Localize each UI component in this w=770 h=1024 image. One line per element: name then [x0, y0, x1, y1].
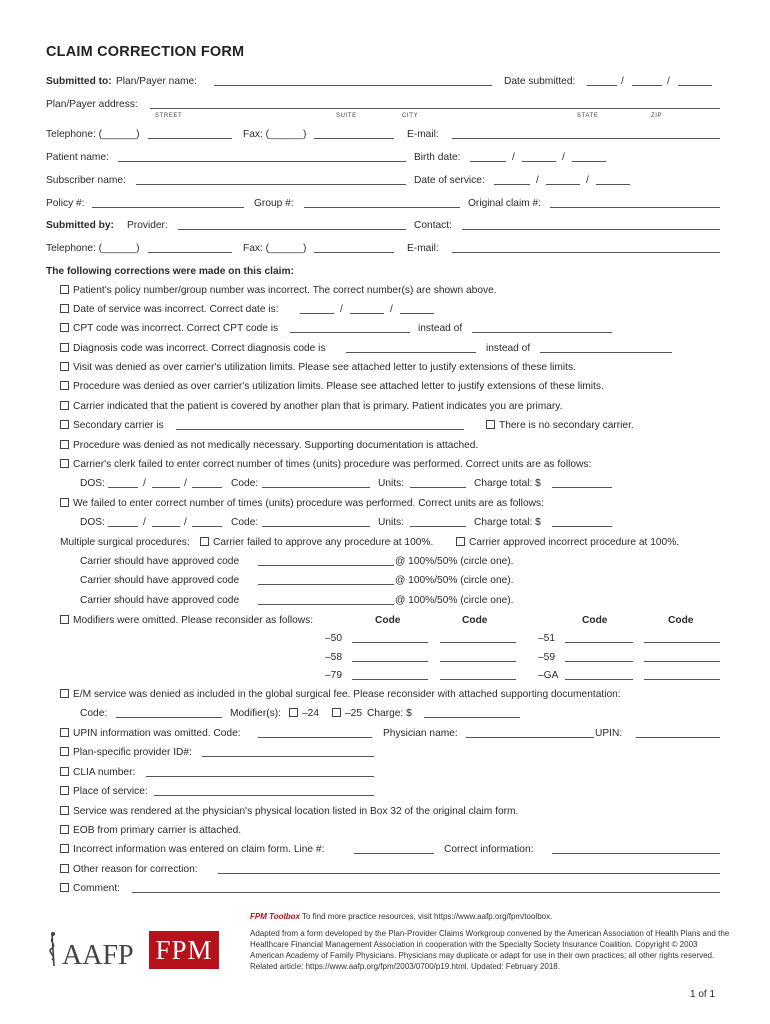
- date-slash: /: [340, 304, 343, 315]
- clerk-failed-text: Carrier's clerk failed to enter correct number of times (units) procedure was performed. Correct units are as follows:: [73, 459, 592, 470]
- units-field[interactable]: [410, 477, 466, 488]
- item-secondary-carrier: [0, 419, 770, 433]
- modifier-79-label: –79: [325, 670, 342, 681]
- circle-one-text: @ 100%/50% (circle one).: [395, 575, 514, 586]
- adapted-paragraph: Adapted from a form developed by the Plan-Provider Claims Workgroup convened by the American Association of Health Plans and the Healthcare Financial Management Association in cooperation with the Specialty Society Insurance Coalition. Copyright © 2003 American Academy of Family Physicians. Physicians may duplicate or adapt for use in their own practices; all other rights reserved. Related article: https://www.aafp.org/fpm/2003/0700/p19.html. Updated: February 2018.: [250, 929, 730, 971]
- group-field[interactable]: [304, 197, 460, 208]
- incorrect-info-checkbox[interactable]: [60, 844, 69, 853]
- charge-total-label: Charge total: $: [474, 517, 541, 528]
- birth-date-day-field[interactable]: [522, 151, 556, 162]
- item-comment: [0, 882, 770, 896]
- caption-suite: SUITE: [336, 113, 357, 119]
- carrier-other-plan-text: Carrier indicated that the patient is covered by another plan that is primary. Patient indicates you are primary.: [73, 401, 563, 412]
- correct-date-day-field[interactable]: [350, 303, 384, 314]
- policy-label: Policy #:: [46, 198, 85, 209]
- modifiers-omitted-text: Modifiers were omitted. Please reconsider as follows:: [73, 615, 314, 626]
- item-eob: [0, 824, 770, 838]
- email-label: E-mail:: [407, 243, 439, 254]
- date-submitted-label: Date submitted:: [504, 76, 576, 87]
- patient-name-label: Patient name:: [46, 152, 109, 163]
- other-reason-checkbox[interactable]: [60, 864, 69, 873]
- place-of-service-field[interactable]: [154, 785, 374, 796]
- item-we-failed: [0, 497, 770, 511]
- fax-label: Fax: (______): [243, 129, 307, 140]
- item-place-of-service: [0, 785, 770, 799]
- page-number: 1 of 1: [690, 989, 716, 1000]
- modifier-50-code-b-field[interactable]: [440, 632, 516, 643]
- email-field[interactable]: [452, 242, 720, 253]
- telephone-label: Telephone: (______): [46, 129, 140, 140]
- policy-incorrect-checkbox[interactable]: [60, 285, 69, 294]
- carrier-should-label: Carrier should have approved code: [80, 575, 240, 586]
- modifier-51-code-a-field[interactable]: [565, 632, 633, 643]
- item-modifiers-omitted: [0, 614, 770, 628]
- carrier-should-label: Carrier should have approved code: [80, 595, 240, 606]
- cpt-instead-of-field[interactable]: [472, 322, 612, 333]
- units-label: Units:: [378, 478, 405, 489]
- units-code-field[interactable]: [262, 516, 370, 527]
- plan-provider-id-text: Plan-specific provider ID#:: [73, 747, 192, 758]
- birth-date-month-field[interactable]: [470, 151, 506, 162]
- comment-text: Comment:: [73, 883, 120, 894]
- item-incorrect-info: [0, 843, 770, 857]
- procedure-denied-util-checkbox[interactable]: [60, 381, 69, 390]
- submitted-to-label: Submitted to:: [46, 76, 112, 87]
- row-policy: [0, 197, 770, 211]
- item-diagnosis-incorrect: [0, 342, 770, 356]
- place-of-service-checkbox[interactable]: [60, 786, 69, 795]
- approved-code-field-2[interactable]: [258, 574, 394, 585]
- fpm-toolbox-label: FPM Toolbox: [250, 912, 300, 921]
- correct-info-field[interactable]: [552, 843, 720, 854]
- telephone-label: Telephone: (______): [46, 243, 140, 254]
- carrier-approved-incorrect-text: Carrier approved incorrect procedure at 100%.: [469, 537, 680, 548]
- instead-of-label: instead of: [418, 323, 463, 334]
- row-modifier-50-51: [0, 632, 770, 646]
- toolbox-paragraph: [250, 911, 730, 922]
- contact-field[interactable]: [462, 219, 720, 230]
- clia-field[interactable]: [146, 766, 374, 777]
- diagnosis-incorrect-checkbox[interactable]: [60, 343, 69, 352]
- patient-name-field[interactable]: [118, 151, 406, 162]
- units-field[interactable]: [410, 516, 466, 527]
- caption-city: CITY: [402, 113, 419, 119]
- modifier-51-code-b-field[interactable]: [644, 632, 720, 643]
- box32-checkbox[interactable]: [60, 806, 69, 815]
- charge-total-label: Charge total: $: [474, 478, 541, 489]
- row-modifier-58-59: [0, 651, 770, 665]
- secondary-carrier-field[interactable]: [176, 419, 464, 430]
- eob-text: EOB from primary carrier is attached.: [73, 825, 242, 836]
- carrier-should-label: Carrier should have approved code: [80, 556, 240, 567]
- no-secondary-text: There is no secondary carrier.: [499, 420, 634, 431]
- modifier-ga-code-a-field[interactable]: [565, 669, 633, 680]
- code-label: Code:: [231, 478, 259, 489]
- eob-checkbox[interactable]: [60, 825, 69, 834]
- em-denied-text: E/M service was denied as included in the global surgical fee. Please reconsider with attached supporting documentation:: [73, 689, 621, 700]
- visit-denied-text: Visit was denied as over carrier's utilization limits. Please see attached letter to justify extensions of these limits.: [73, 362, 576, 373]
- code-column-header: Code: [375, 615, 401, 626]
- corrections-heading-row: [0, 265, 770, 279]
- modifiers-omitted-checkbox[interactable]: [60, 615, 69, 624]
- caption-zip: ZIP: [651, 113, 663, 119]
- item-carrier-other-plan: [0, 400, 770, 414]
- circle-one-text: @ 100%/50% (circle one).: [395, 556, 514, 567]
- modifier-50-code-a-field[interactable]: [352, 632, 428, 643]
- other-reason-text: Other reason for correction:: [73, 864, 198, 875]
- carrier-failed-approve-text: Carrier failed to approve any procedure at 100%.: [213, 537, 434, 548]
- date-slash: /: [586, 175, 589, 186]
- visit-denied-checkbox[interactable]: [60, 362, 69, 371]
- modifiers-label: Modifier(s):: [230, 708, 281, 719]
- dos-day-field[interactable]: [546, 174, 580, 185]
- place-of-service-text: Place of service:: [73, 786, 148, 797]
- units-dos-month-field[interactable]: [108, 477, 138, 488]
- charge-total-field[interactable]: [552, 477, 612, 488]
- item-upin-omitted: [0, 727, 770, 741]
- not-necessary-checkbox[interactable]: [60, 440, 69, 449]
- diagnosis-instead-of-field[interactable]: [540, 342, 672, 353]
- row-em-details: [0, 707, 770, 721]
- correct-date-month-field[interactable]: [300, 303, 334, 314]
- correct-diagnosis-field[interactable]: [346, 342, 476, 353]
- original-claim-label: Original claim #:: [468, 198, 542, 209]
- no-secondary-checkbox[interactable]: [486, 420, 495, 429]
- telephone-field[interactable]: [148, 128, 232, 139]
- row-submitted-by: [0, 219, 770, 233]
- secondary-carrier-checkbox[interactable]: [60, 420, 69, 429]
- upin-omitted-checkbox[interactable]: [60, 728, 69, 737]
- address-captions: [0, 105, 770, 119]
- row-we-units: [0, 516, 770, 530]
- modifier-79-code-a-field[interactable]: [352, 669, 428, 680]
- units-label: Units:: [378, 517, 405, 528]
- caption-street: STREET: [155, 113, 183, 119]
- multiple-surgical-label: Multiple surgical procedures:: [60, 537, 190, 548]
- aafp-logo-text: AAFP: [62, 940, 134, 970]
- provider-field[interactable]: [178, 219, 406, 230]
- carrier-approved-incorrect-checkbox[interactable]: [456, 537, 465, 546]
- modifier-25-checkbox[interactable]: [332, 708, 341, 717]
- form-title: CLAIM CORRECTION FORM: [46, 44, 245, 60]
- date-slash: /: [562, 152, 565, 163]
- contact-label: Contact:: [414, 220, 452, 231]
- item-box32: [0, 805, 770, 819]
- item-policy-incorrect: [0, 284, 770, 298]
- modifier-24-checkbox[interactable]: [289, 708, 298, 717]
- email-label: E-mail:: [407, 129, 439, 140]
- original-claim-field[interactable]: [550, 197, 720, 208]
- date-slash: /: [184, 478, 187, 489]
- date-slash: /: [512, 152, 515, 163]
- cpt-incorrect-checkbox[interactable]: [60, 323, 69, 332]
- date-submitted-year-field[interactable]: [678, 75, 712, 86]
- fpm-logo: FPM: [149, 931, 219, 969]
- dos-label: DOS:: [80, 517, 105, 528]
- units-dos-year-field[interactable]: [192, 516, 222, 527]
- modifier-24-label: –24: [302, 708, 319, 719]
- subscriber-name-field[interactable]: [136, 174, 406, 185]
- fpm-toolbox-text[interactable]: To find more practice resources, visit https://www.aafp.org/fpm/toolbox.: [299, 912, 553, 921]
- date-slash: /: [667, 76, 670, 87]
- correct-date-year-field[interactable]: [400, 303, 434, 314]
- item-clerk-failed: [0, 458, 770, 472]
- carrier-failed-approve-checkbox[interactable]: [200, 537, 209, 546]
- procedure-denied-util-text: Procedure was denied as over carrier's utilization limits. Please see attached letter to justify extensions of these limits.: [73, 381, 604, 392]
- plan-payer-address-label: Plan/Payer address:: [46, 99, 138, 110]
- item-dos-incorrect: [0, 303, 770, 317]
- instead-of-label: instead of: [486, 343, 531, 354]
- row-subscriber: [0, 174, 770, 188]
- physician-name-field[interactable]: [466, 727, 594, 738]
- item-cpt-incorrect: [0, 322, 770, 336]
- modifier-59-label: –59: [538, 652, 555, 663]
- item-plan-provider-id: [0, 746, 770, 760]
- row-telephone-provider: [0, 242, 770, 256]
- date-slash: /: [143, 517, 146, 528]
- date-slash: /: [390, 304, 393, 315]
- line-number-field[interactable]: [354, 843, 434, 854]
- upin-label: UPIN:: [595, 728, 623, 739]
- item-multiple-surgical: [0, 536, 770, 550]
- plan-provider-id-field[interactable]: [202, 746, 374, 757]
- birth-date-label: Birth date:: [414, 152, 461, 163]
- plan-provider-id-checkbox[interactable]: [60, 747, 69, 756]
- box32-text: Service was rendered at the physician's physical location listed in Box 32 of the original claim form.: [73, 806, 519, 817]
- upin-code-field[interactable]: [258, 727, 372, 738]
- not-necessary-text: Procedure was denied as not medically necessary. Supporting documentation is attached.: [73, 440, 479, 451]
- fax-label: Fax: (______): [243, 243, 307, 254]
- date-of-service-label: Date of service:: [414, 175, 485, 186]
- units-dos-day-field[interactable]: [152, 477, 180, 488]
- row-should-approve-3: [0, 594, 770, 608]
- dos-incorrect-text: Date of service was incorrect. Correct date is:: [73, 304, 279, 315]
- correct-info-label: Correct information:: [444, 844, 534, 855]
- provider-label: Provider:: [127, 220, 168, 231]
- date-slash: /: [621, 76, 624, 87]
- modifier-ga-code-b-field[interactable]: [644, 669, 720, 680]
- comment-field[interactable]: [132, 882, 720, 893]
- units-dos-year-field[interactable]: [192, 477, 222, 488]
- modifier-58-label: –58: [325, 652, 342, 663]
- policy-incorrect-text: Patient's policy number/group number was incorrect. The correct number(s) are shown above.: [73, 285, 497, 296]
- clia-text: CLIA number:: [73, 767, 136, 778]
- secondary-carrier-text: Secondary carrier is: [73, 420, 164, 431]
- units-code-field[interactable]: [262, 477, 370, 488]
- modifier-79-code-b-field[interactable]: [440, 669, 516, 680]
- units-dos-day-field[interactable]: [152, 516, 180, 527]
- corrections-heading: The following corrections were made on this claim:: [46, 266, 294, 277]
- dos-year-field[interactable]: [596, 174, 630, 185]
- diagnosis-incorrect-text: Diagnosis code was incorrect. Correct diagnosis code is: [73, 343, 326, 354]
- caption-state: STATE: [577, 113, 599, 119]
- modifier-58-code-b-field[interactable]: [440, 651, 516, 662]
- modifier-51-label: –51: [538, 633, 555, 644]
- group-label: Group #:: [254, 198, 294, 209]
- plan-payer-name-field[interactable]: [214, 75, 492, 86]
- modifier-ga-label: –GA: [538, 670, 559, 681]
- code-column-header: Code: [582, 615, 608, 626]
- date-slash: /: [536, 175, 539, 186]
- circle-one-text: @ 100%/50% (circle one).: [395, 595, 514, 606]
- em-code-label: Code:: [80, 708, 108, 719]
- row-should-approve-2: [0, 574, 770, 588]
- row-clerk-units: [0, 477, 770, 491]
- aafp-logo: [46, 930, 146, 970]
- fax-field[interactable]: [314, 128, 394, 139]
- row-patient: [0, 151, 770, 165]
- code-column-header: Code: [668, 615, 694, 626]
- date-submitted-day-field[interactable]: [632, 75, 662, 86]
- modifier-59-code-a-field[interactable]: [565, 651, 633, 662]
- modifier-59-code-b-field[interactable]: [644, 651, 720, 662]
- approved-code-field-1[interactable]: [258, 555, 394, 566]
- dos-label: DOS:: [80, 478, 105, 489]
- code-column-header: Code: [462, 615, 488, 626]
- carrier-other-plan-checkbox[interactable]: [60, 401, 69, 410]
- clia-checkbox[interactable]: [60, 767, 69, 776]
- upin-omitted-text: UPIN information was omitted. Code:: [73, 728, 241, 739]
- em-denied-checkbox[interactable]: [60, 689, 69, 698]
- dos-incorrect-checkbox[interactable]: [60, 304, 69, 313]
- units-dos-month-field[interactable]: [108, 516, 138, 527]
- telephone-field[interactable]: [148, 242, 232, 253]
- date-slash: /: [143, 478, 146, 489]
- row-telephone-payer: [0, 128, 770, 142]
- charge-label: Charge: $: [367, 708, 412, 719]
- subscriber-name-label: Subscriber name:: [46, 175, 126, 186]
- modifier-58-code-a-field[interactable]: [352, 651, 428, 662]
- date-slash: /: [184, 517, 187, 528]
- plan-payer-name-label: Plan/Payer name:: [116, 76, 197, 87]
- birth-date-year-field[interactable]: [572, 151, 606, 162]
- row-modifier-79-ga: [0, 669, 770, 683]
- item-procedure-denied-util: [0, 380, 770, 394]
- clerk-failed-checkbox[interactable]: [60, 459, 69, 468]
- aafp-logo-mark: [46, 930, 146, 970]
- other-reason-field[interactable]: [218, 863, 720, 874]
- code-label: Code:: [231, 517, 259, 528]
- upin-field[interactable]: [636, 727, 720, 738]
- approved-code-field-3[interactable]: [258, 594, 394, 605]
- correct-cpt-field[interactable]: [290, 322, 410, 333]
- charge-total-field[interactable]: [552, 516, 612, 527]
- item-visit-denied: [0, 361, 770, 375]
- we-failed-text: We failed to enter correct number of times (units) procedure was performed. Correct units are as follows:: [73, 498, 544, 509]
- dos-month-field[interactable]: [494, 174, 530, 185]
- policy-field[interactable]: [92, 197, 244, 208]
- email-field[interactable]: [452, 128, 720, 139]
- we-failed-checkbox[interactable]: [60, 498, 69, 507]
- modifier-50-label: –50: [325, 633, 342, 644]
- incorrect-info-text: Incorrect information was entered on claim form. Line #:: [73, 844, 325, 855]
- footer-text: [250, 911, 730, 978]
- row-submitted-to: [0, 75, 770, 89]
- em-code-field[interactable]: [116, 707, 222, 718]
- date-submitted-month-field[interactable]: [587, 75, 617, 86]
- comment-checkbox[interactable]: [60, 883, 69, 892]
- em-charge-field[interactable]: [424, 707, 520, 718]
- fax-field[interactable]: [314, 242, 394, 253]
- row-should-approve-1: [0, 555, 770, 569]
- modifier-25-label: –25: [345, 708, 362, 719]
- cpt-incorrect-text: CPT code was incorrect. Correct CPT code is: [73, 323, 279, 334]
- submitted-by-label: Submitted by:: [46, 220, 114, 231]
- item-em-denied: [0, 688, 770, 702]
- item-other-reason: [0, 863, 770, 877]
- item-clia: [0, 766, 770, 780]
- item-not-necessary: [0, 439, 770, 453]
- physician-name-label: Physician name:: [383, 728, 458, 739]
